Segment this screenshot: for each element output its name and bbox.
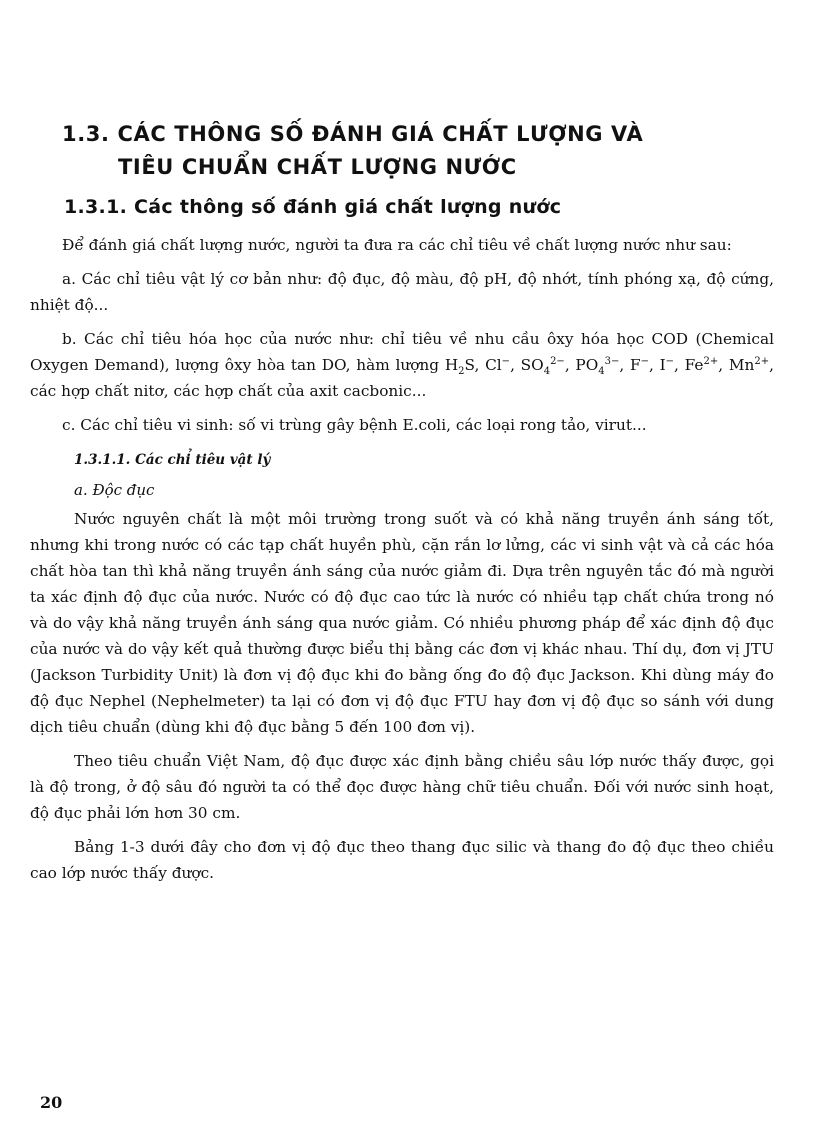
section-heading: [62, 118, 782, 184]
item-c-paragraph: c. Các chỉ tiêu vi sinh: số vi trùng gây bệnh E.coli, các loại rong tảo, virut...: [62, 416, 647, 434]
item-a-paragraph: a. Các chỉ tiêu vật lý cơ bản như: độ đục, độ màu, độ pH, độ nhớt, tính phóng xạ, độ cứng, nhiệt độ...: [30, 270, 774, 314]
heading-line-1: CÁC THÔNG SỐ ĐÁNH GIÁ CHẤT LƯỢNG VÀ: [117, 122, 644, 146]
turbidity-paragraph: Nước nguyên chất là một môi trường trong suốt và có khả năng truyền ánh sáng tốt, nhưng khi trong nước có các tạp chất huyền phù, cặn rắn lơ lửng, các vi sinh vật và cả các hóa chất hòa tan thì khả năng truyền ánh sáng của nước giảm đi. Dựa trên nguyên tắc đó mà người ta xác định độ đục của nước. Nước có độ đục cao tức là nước có nhiều tạp chất chứa trong nó và do vậy khả năng truyền ánh sáng qua nước giảm. Có nhiều phương pháp để xác định độ đục của nước và do vậy kết quả thường được biểu thị bằng các đơn vị khác nhau. Thí dụ, đơn vị JTU (Jackson Turbidity Unit) là đơn vị độ đục khi đo bằng ống đo độ đục Jackson. Khi dùng máy đo độ đục Nephel (Nephelmeter) ta lại có đơn vị độ đục FTU hay đơn vị độ đục so sánh với dung dịch tiêu chuẩn (dùng khi độ đục bằng 5 đến 100 đơn vị).: [30, 510, 774, 736]
heading-line-2: TIÊU CHUẨN CHẤT LƯỢNG NƯỚC: [118, 155, 517, 179]
table-ref-paragraph: Bảng 1-3 dưới đây cho đơn vị độ đục theo thang đục silic và thang đo độ đục theo chiều cao lớp nước thấy được.: [30, 838, 774, 882]
item-b-paragraph: b. Các chỉ tiêu hóa học của nước như: chỉ tiêu về nhu cầu ôxy hóa học COD (Chemical Oxygen Demand), lượng ôxy hòa tan DO, hàm lượng $H_2S$, Cl−, $SO_4^{2-}$, $PO_4^{3-}$, F−, I−, $Fe^{2+}$, $Mn^{2+}$, các hợp chất nitơ, các hợp chất của axit cacbonic...: [30, 330, 774, 400]
subsection-heading: 1.3.1. Các thông số đánh giá chất lượng nước: [64, 196, 562, 218]
section-1311-heading: 1.3.1.1. Các chỉ tiêu vật lý: [74, 452, 271, 468]
vn-standard-paragraph: Theo tiêu chuẩn Việt Nam, độ đục được xác định bằng chiều sâu lớp nước thấy được, gọi là độ trong, ở độ sâu đó người ta có thể đọc được hàng chữ tiêu chuẩn. Đối với nước sinh hoạt, độ đục phải lớn hơn 30 cm.: [30, 752, 774, 822]
intro-paragraph: Để đánh giá chất lượng nước, người ta đưa ra các chỉ tiêu về chất lượng nước như sau:: [62, 236, 732, 254]
body-text: [30, 232, 774, 894]
page-number: 20: [40, 1093, 63, 1112]
section-a-heading: a. Độc đục: [74, 481, 155, 499]
heading-number: 1.3.: [62, 122, 110, 146]
